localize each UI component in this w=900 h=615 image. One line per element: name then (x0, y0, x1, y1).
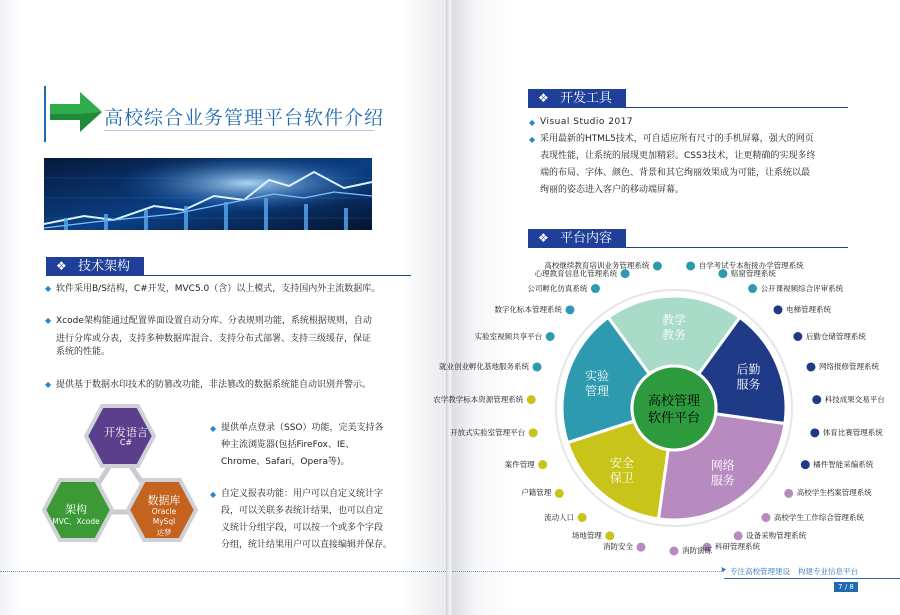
page-number: 7 / 8 (834, 582, 858, 592)
dev-item-html5-line4: 绚丽的姿态进入客户的移动端屏幕。 (540, 185, 685, 195)
feature-report-line4: 分组，统计结果用户可以直接编辑并保存。 (221, 540, 393, 550)
ring-item-label: 消防演练 (682, 546, 712, 555)
tech-heading-label: 技术架构 (78, 259, 131, 274)
wheel-segment-label: 教务 (661, 328, 687, 342)
tech-paragraph-2-line3: 系统的性能。 (56, 347, 111, 357)
dev-item-vs: Visual Studio 2017 (540, 117, 634, 127)
diamond-cluster-icon: ❖ (56, 259, 67, 273)
wheel-segment-label: 安全 (609, 456, 634, 471)
ring-dot (526, 395, 536, 405)
ring-dot (686, 261, 696, 271)
feature-sso-line2: 种主流浏览器(包括FireFox、IE、 (221, 440, 355, 450)
dev-heading-label: 开发工具 (560, 91, 613, 106)
bullet-icon: ◆ (529, 135, 536, 144)
ring-dot (748, 284, 758, 294)
footer-slogan-2: 构建专业信息平台 (798, 567, 858, 576)
footer-slogan-1: 专注高校管理建设 (730, 567, 790, 576)
ring-item-label: 户籍管理 (521, 488, 552, 498)
tech-paragraph-2-line1: Xcode架构能通过配置界面设置自动分库、分表规则功能，系统根据规则，自动 (56, 316, 372, 326)
feature-report-line2: 段，可以关联多表统计结果，也可以自定 (221, 506, 384, 516)
ring-item-label: 高校学生工作综合管理系统 (773, 512, 864, 522)
arrow-icon (26, 86, 106, 142)
tech-paragraph-1: 软件采用B/S结构，C#开发，MVC5.0（含）以上模式，支持国内外主流数据库。 (56, 284, 381, 294)
ring-dot (800, 460, 810, 470)
bullet-icon: ◆ (210, 424, 217, 433)
wheel-segment-label: 网络 (710, 458, 735, 473)
feature-report-line3: 义统计分组字段，可以按一个或多个字段 (221, 523, 384, 533)
ring-dot (793, 332, 803, 342)
ring-dot (528, 428, 538, 438)
ring-dot (812, 395, 822, 405)
tech-paragraph-3: 提供基于数据水印技术的防篡改功能，非法篡改的数据系统能自动识别并警示。 (56, 380, 372, 390)
ring-dot (652, 261, 662, 271)
ring-item-label: 赔窟管理系统 (730, 268, 776, 278)
feature-report-line1: 自定义报表功能：用户可以自定义统计字 (221, 489, 384, 499)
dev-item-html5-line2: 表现性能，让系统的展现更加精彩。CSS3技术，让更精确的实现多终 (540, 151, 816, 161)
dev-section-heading (528, 89, 626, 107)
ring-item-label: 案件管理 (504, 459, 535, 469)
diamond-cluster-icon: ❖ (538, 231, 549, 245)
bullet-icon: ◆ (210, 490, 217, 499)
ring-item-label: 科技成果交易平台 (824, 394, 885, 404)
feature-sso-line1: 提供单点登录（SSO）功能，完美支持各 (221, 423, 384, 433)
wheel-center-line2: 软件平台 (647, 411, 701, 426)
ring-item-label: 高校学生档案管理系统 (796, 488, 872, 498)
hex-right-sub3: 达梦 (156, 528, 172, 537)
ring-item-label: 体育比赛管理系统 (822, 427, 883, 437)
hex-top-title: 开发语言 (104, 426, 148, 439)
ring-dot (532, 362, 542, 372)
dev-section-rule (528, 107, 848, 108)
wheel-segment-label: 实验 (584, 368, 609, 383)
ring-item-label: 自学考试专本衔接办学管理系统 (698, 260, 804, 270)
left-page (0, 0, 448, 615)
page-title: 高校综合业务管理平台软件介绍 (104, 107, 385, 129)
ring-item-label: 橘件智能采编系统 (813, 459, 874, 469)
footer-dotted-line-left (0, 571, 448, 572)
ring-dot (810, 428, 820, 438)
hex-left-title: 架构 (65, 503, 87, 516)
hex-right-title: 数据库 (147, 494, 181, 507)
wheel-segment-label: 教学 (661, 313, 687, 327)
hero-banner (44, 158, 372, 230)
tech-paragraph-2-line2: 进行分库或分表，支持多种数据库混合、支持分布式部署、支持三级缓存，保证 (56, 334, 372, 344)
ring-item-label: 公开课视频综合评审系统 (760, 283, 844, 293)
hex-left-sub: MVC、Xcode (52, 517, 100, 526)
ring-item-label: 农学教学标本资源管理系统 (433, 394, 524, 404)
diamond-cluster-icon: ❖ (538, 91, 549, 105)
right-page (433, 0, 900, 615)
ring-item-label: 实验室视频共享平台 (474, 331, 543, 341)
bullet-icon: ◆ (45, 284, 52, 293)
ring-dot (669, 546, 679, 556)
hex-right-sub2: MySql (152, 517, 176, 526)
ring-item-label: 流动人口 (544, 512, 575, 522)
ring-dot (773, 305, 783, 315)
wheel-segment-label: 管理 (584, 383, 609, 398)
ring-item-label: 数字化标本管理系统 (494, 304, 562, 314)
footer-arrow-icon: ➤ (720, 565, 727, 574)
platform-section-rule (528, 247, 848, 248)
ring-dot (554, 488, 564, 498)
ring-dot (784, 488, 794, 498)
ring-item-label: 电梯管理系统 (786, 304, 831, 314)
ring-dot (545, 332, 555, 342)
ring-dot (636, 542, 646, 552)
ring-item-label: 消防安全 (603, 542, 634, 552)
wheel-segment-label: 后勤 (736, 362, 761, 377)
ring-item-label: 高校继续教育培训业务管理系统 (544, 260, 650, 270)
hex-right-sub1: Oracle (151, 507, 177, 516)
ring-item-label: 科研管理系统 (714, 542, 760, 552)
ring-dot (761, 513, 771, 523)
footer-rule (724, 578, 900, 579)
bullet-icon: ◆ (45, 316, 52, 325)
platform-heading-label: 平台内容 (560, 231, 613, 246)
title-rule (104, 130, 374, 131)
hex-top-sub: C# (119, 438, 133, 447)
feature-sso-line3: Chrome、Safari，Opera等)。 (221, 457, 350, 467)
ring-dot (590, 284, 600, 294)
ring-item-label: 心理教育信息化管理系统 (534, 268, 618, 278)
ring-item-label: 网络报修管理系统 (818, 361, 879, 371)
footer-dotted-line-right (452, 571, 724, 572)
ring-dot (565, 305, 575, 315)
wheel-segment-label: 服务 (736, 377, 761, 392)
ring-item-label: 公司孵化仿真系统 (527, 283, 588, 293)
dev-item-html5-line3: 端的布局、字体、颜色、背景和其它绚丽效果成为可能，让系统以最 (540, 168, 811, 178)
wheel-segment-label: 保卫 (609, 471, 634, 486)
ring-item-label: 开放式实验室管理平台 (450, 427, 526, 437)
ring-dot (538, 460, 548, 470)
ring-dot (733, 531, 743, 541)
ring-item-label: 后勤仓储管理系统 (805, 331, 866, 341)
bullet-icon: ◆ (45, 380, 52, 389)
tech-section-heading (46, 257, 144, 275)
ring-item-label: 设备采购管理系统 (746, 530, 807, 540)
bullet-icon: ◆ (529, 118, 536, 127)
tech-section-rule (46, 275, 411, 276)
ring-dot (605, 531, 615, 541)
ring-item-label: 场地管理 (571, 530, 602, 540)
platform-section-heading (528, 229, 626, 247)
wheel-center-line1: 高校管理 (647, 394, 701, 409)
wheel-segment-label: 服务 (710, 473, 735, 488)
ring-item-label: 就业创业孵化基地服务系统 (439, 361, 530, 371)
ring-dot (577, 513, 587, 523)
dev-item-html5-line1: 采用最新的HTML5技术，可自适应所有尺寸的手机屏幕，强大的网页 (540, 134, 814, 144)
ring-dot (806, 362, 816, 372)
